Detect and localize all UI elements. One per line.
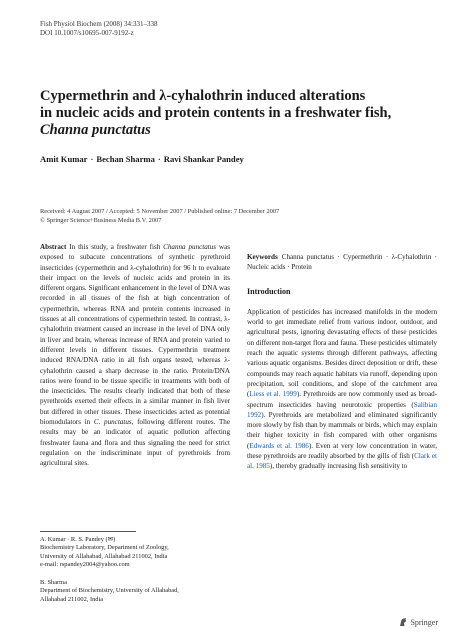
- intro-text: ). Pyrethroids are now commonly used as broad-spectrum insecticides having neurotoxic properties (: [247, 390, 437, 409]
- publisher-name: Springer: [410, 617, 438, 627]
- author-name: Ravi Shankar Pandey: [163, 154, 244, 164]
- intro-text: ). Pyrethroids are metabolized and eliminated significantly more slowly by fish than by mammals or birds, which may explain their higher toxicity in fish compared with other organisms (: [247, 410, 437, 450]
- introduction-paragraph: [247, 307, 437, 472]
- springer-horse-icon: [398, 617, 408, 627]
- citation-link[interactable]: Clark et al. 1985: [247, 452, 437, 471]
- species-name: C. punctatus: [93, 418, 132, 427]
- article-title: [40, 88, 440, 139]
- section-heading: Introduction: [247, 286, 291, 296]
- keywords-label: Keywords: [247, 253, 278, 261]
- journal-citation: Fish Physiol Biochem (2008) 34:331–338: [40, 20, 158, 28]
- affiliation-line: University of Allahabad, Allahabad 211002, India: [40, 552, 168, 560]
- abstract-text: , following different routes. The results may be an indicator of aquatic pollution affecting freshwater fauna and flora and thus signaling the need for strict regulation on the indiscriminate input of pyrethroids from agricultural sites.: [40, 418, 230, 468]
- left-column: [40, 242, 230, 469]
- date-history: Received: 4 August 2007 / Accepted: 5 November 2007 / Published online: 7 December 2007: [40, 208, 280, 215]
- abstract-text: In this study, a freshwater fish: [66, 243, 164, 251]
- right-column: [247, 242, 437, 472]
- keywords-list: Channa punctatus · Cypermethrin · λ-Cyhalothrin · Nucleic acids · Protein: [247, 253, 437, 272]
- affiliation-block: [40, 579, 179, 604]
- affiliation-line: Allahabad 211002, India: [40, 595, 104, 603]
- abstract-text: was exposed to subacute concentrations of synthetic pyrethroid insecticides (cypermethrin and λ-cyhalothrin) for 96 h to evaluate their impact on the levels of nucleic acids and protein in its different organs. Significant enhancement in the level of DNA was recorded in all tissues of the fish at high concentration of cypermethrin, whereas RNA and protein contents increased in tissues at all concentrations of cypermethrin tested. In contrast, λ-cyhalothrin treatment caused an increase in the level of DNA only in liver and brain, whereas increase of RNA and protein varied to different levels in different tissues. Cypermethrin treatment induced RNA/DNA ratio in all fish organs tested, whereas λ-cyhalothrin caused a sharp decrease in the ratio. Protein/DNA ratios were found to be tissue specific in treatments with both of the insecticides. The results clearly indicated that both of these pyrethroids exerted their effects in a similar manner in fish liver but differed in other tissues. These insecticides acted as potential biomodulators in: [40, 243, 230, 427]
- affiliation-line: Biochemistry Laboratory, Department of Zoology,: [40, 544, 169, 552]
- copyright-line: © Springer Science+Business Media B.V. 2007: [40, 217, 162, 224]
- intro-text: ), thereby gradually increasing fish sensitivity to: [269, 462, 408, 471]
- citation-link[interactable]: Salibian 1992: [247, 400, 437, 419]
- species-name: Channa punctatus: [163, 243, 217, 251]
- keywords-block: [247, 252, 437, 273]
- author-separator: ·: [90, 154, 94, 164]
- citation-link[interactable]: Edwards et al. 1986: [249, 441, 309, 450]
- publisher-logo: [398, 617, 438, 627]
- citation-link[interactable]: Liess et al. 1999: [249, 390, 297, 399]
- affiliation-authors: B. Sharma: [40, 579, 67, 586]
- doi-line: DOI 10.1007/s10695-007-9192-z: [40, 29, 134, 37]
- affiliation-line: Department of Biochemistry, University of Allahabad,: [40, 587, 179, 595]
- author-separator: ·: [157, 154, 161, 164]
- author-name: Amit Kumar: [40, 154, 88, 164]
- author-list: [40, 154, 244, 164]
- intro-text: ). Even at very low concentration in water, these pyrethroids are readily absorbed by the gills of fish (: [247, 441, 437, 461]
- abstract-paragraph: [40, 242, 230, 469]
- title-line-2: in nucleic acids and protein contents in a freshwater fish,: [40, 105, 392, 121]
- footnote-rule: [40, 531, 136, 532]
- journal-header: [40, 20, 157, 38]
- email-link[interactable]: e-mail: rspandey2004@yahoo.com: [40, 561, 130, 569]
- author-name: Bechan Sharma: [96, 154, 155, 164]
- publication-dates: [40, 207, 279, 225]
- title-line-3: Channa punctatus: [40, 122, 151, 138]
- affiliation-authors: A. Kumar · R. S. Pandey (✉): [40, 536, 116, 543]
- affiliation-block: [40, 536, 169, 570]
- intro-text: Application of pesticides has increased manifolds in the modern world to get immediate relief from various indoor, outdoor, and agricultural pests, ignoring devastating effects of these pesticides on different non-target flora and fauna. These pesticides ultimately reach the aquatic systems through different pathways, affecting various aquatic organisms. Besides direct deposition or drift, these compounds may reach aquatic habitats via runoff, depending upon precipitation, soil conditions, and slope of the catchment area (: [247, 307, 437, 399]
- title-line-1: Cypermethrin and λ-cyhalothrin induced alterations: [40, 88, 366, 104]
- abstract-label: Abstract: [40, 243, 67, 251]
